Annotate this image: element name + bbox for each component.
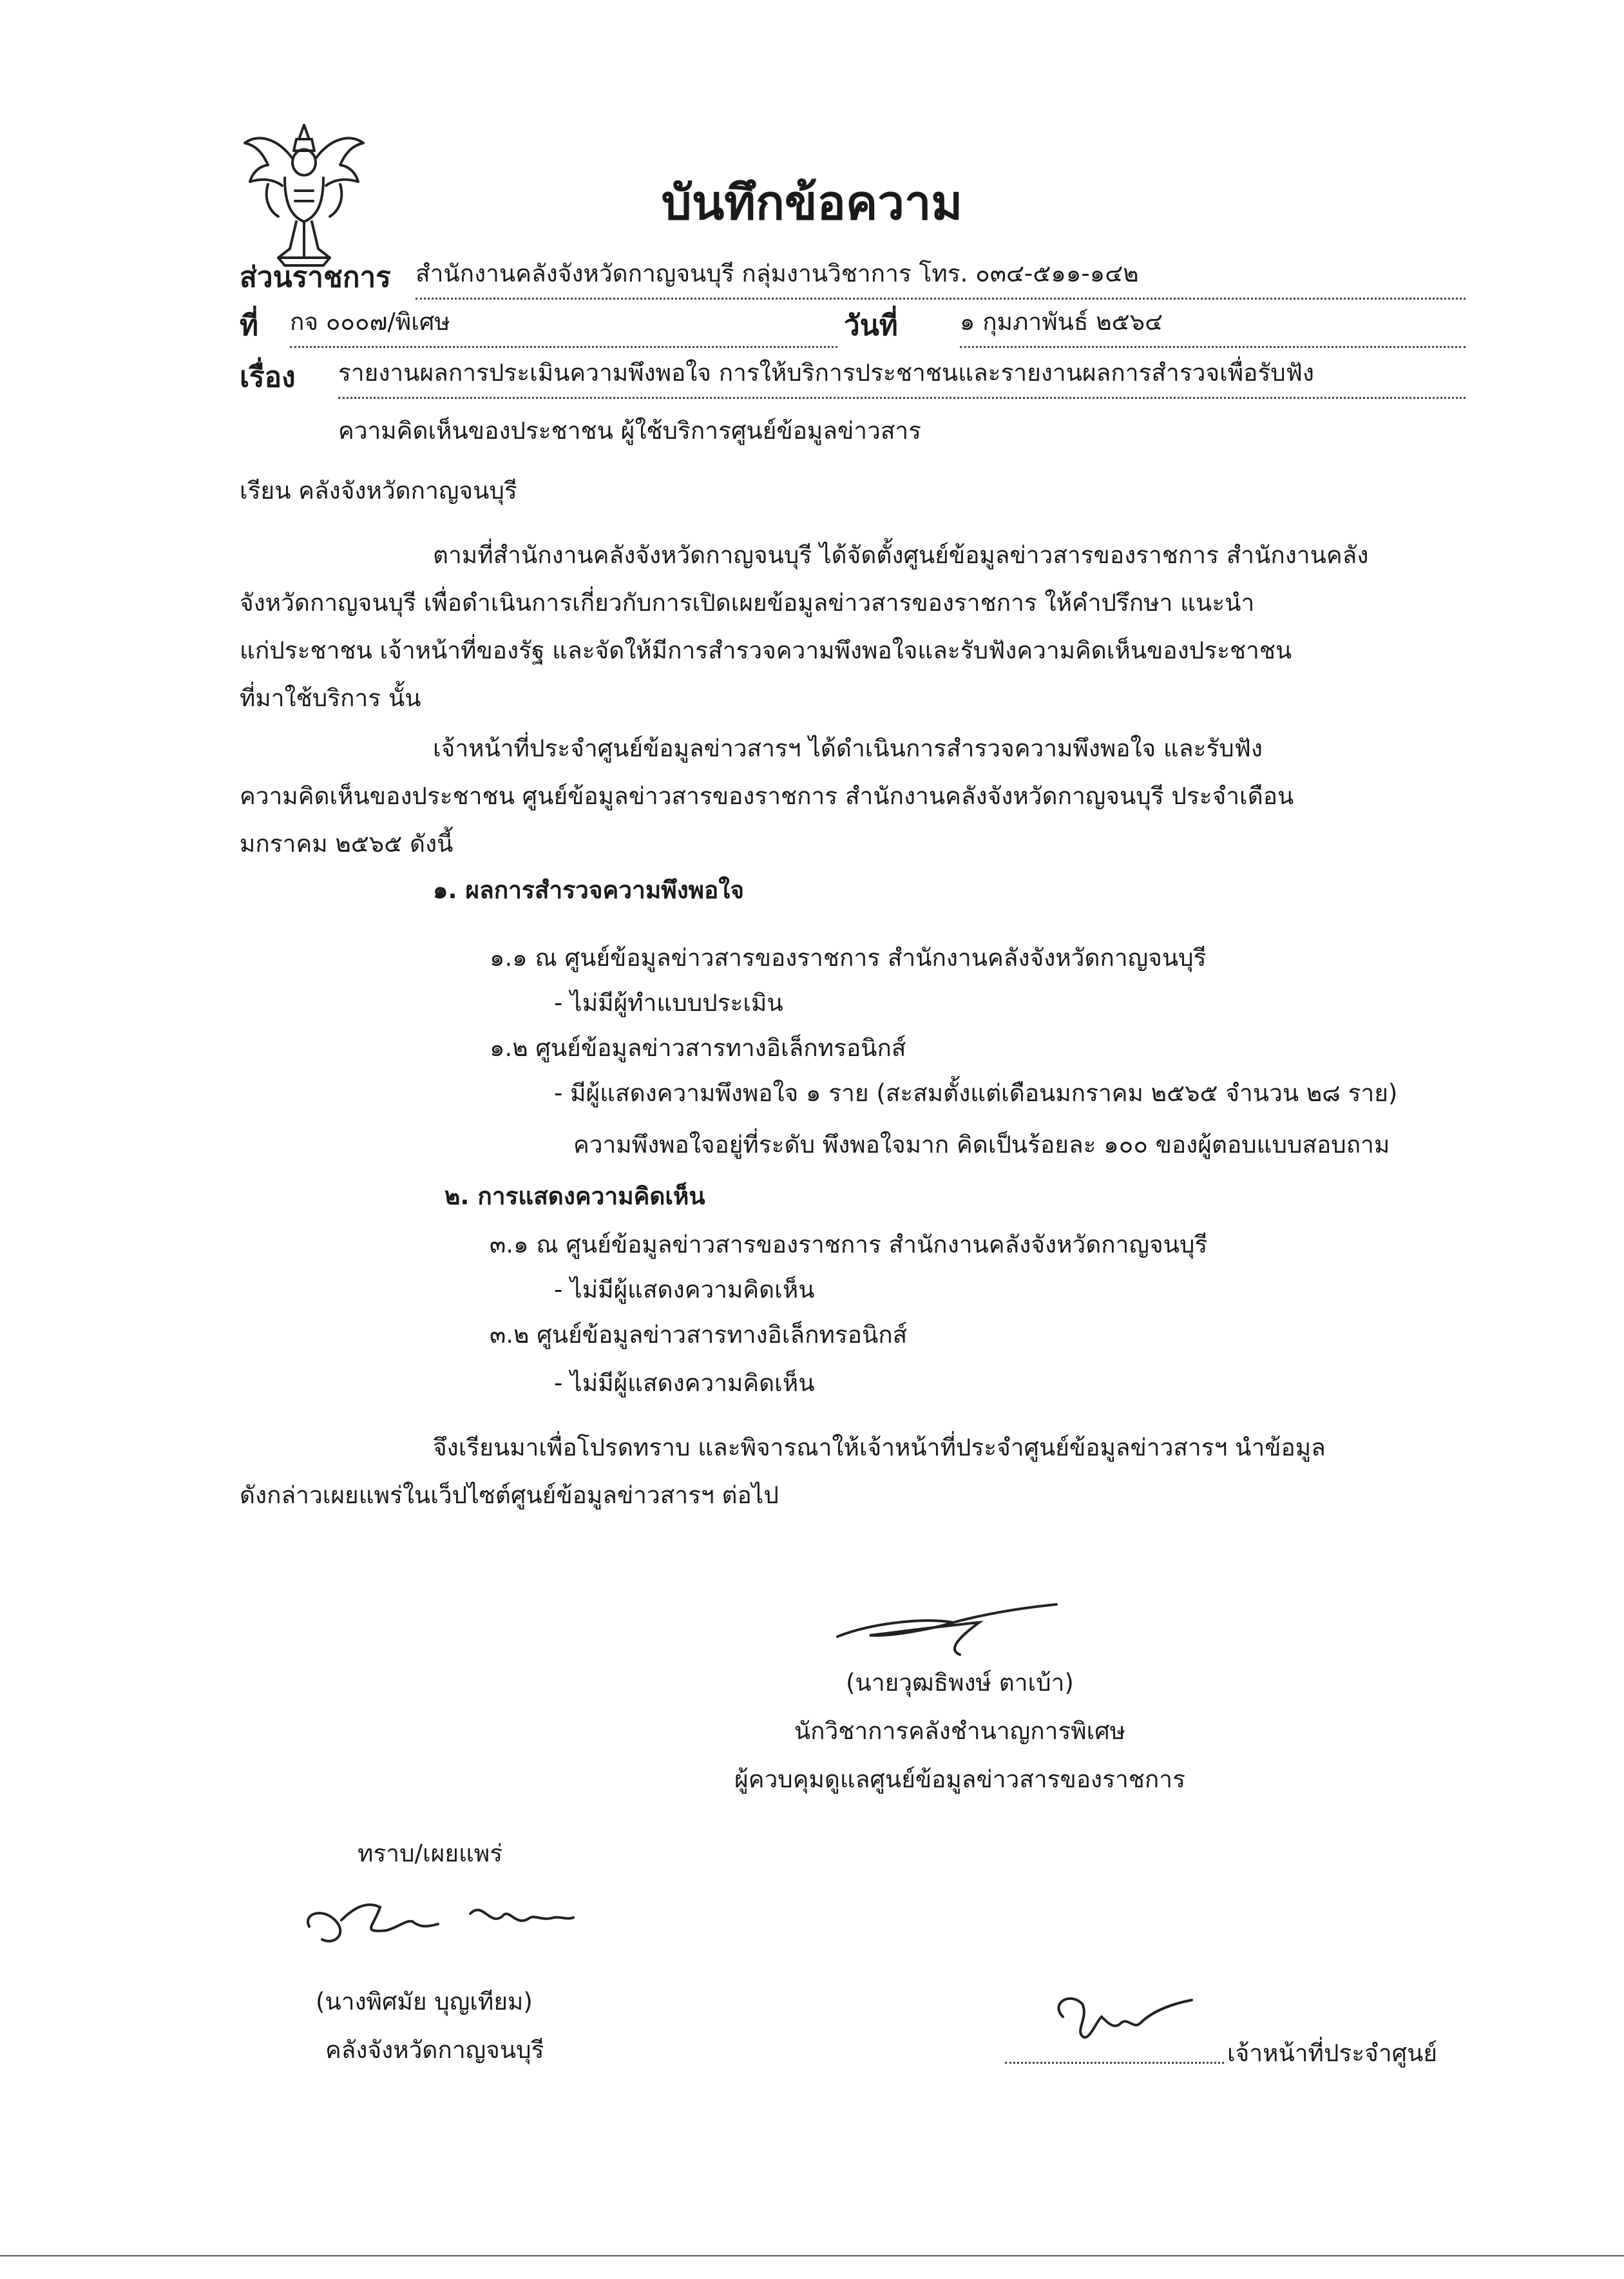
acknowledge-name: (นางพิศมัย บุญเทียม) xyxy=(316,1988,533,2015)
paragraph-line: ตามที่สำนักงานคลังจังหวัดกาญจนบุรี ได้จัดตั้งศูนย์ข้อมูลข่าวสารของราชการ สำนักงานคลัง xyxy=(433,541,1369,569)
paragraph-intro xyxy=(240,532,1464,722)
handwritten-signature xyxy=(831,1585,1063,1656)
paragraph-survey xyxy=(240,725,1464,868)
section-2-item-2: ๓.๒ ศูนย์ข้อมูลข่าวสารทางอิเล็กทรอนิกส์ xyxy=(490,1321,908,1349)
section-1-item-2: ๑.๒ ศูนย์ข้อมูลข่าวสารทางอิเล็กทรอนิกส์ xyxy=(490,1034,906,1062)
paragraph-closing xyxy=(240,1424,1451,1519)
ref-value: กจ ๐๐๐๗/พิเศษ xyxy=(290,298,837,348)
officer-label: เจ้าหน้าที่ประจำศูนย์ xyxy=(1227,2039,1438,2067)
paragraph-line: แก่ประชาชน เจ้าหน้าที่ของรัฐ และจัดให้มีการสำรวจความพึงพอใจและรับฟังความคิดเห็นของประชาชน xyxy=(240,637,1292,664)
section-2-item-2-detail: - ไม่มีผู้แสดงความคิดเห็น xyxy=(554,1369,815,1397)
date-label: วันที่ xyxy=(844,309,898,342)
acknowledge-position: คลังจังหวัดกาญจนบุรี xyxy=(325,2036,544,2064)
signer-position: นักวิชาการคลังชำนาญการพิเศษ xyxy=(794,1717,1126,1745)
memo-title: บันทึกข้อความ xyxy=(661,175,963,231)
paragraph-line: ที่มาใช้บริการ นั้น xyxy=(240,684,421,712)
subject-line-2: ความคิดเห็นของประชาชน ผู้ใช้บริการศูนย์ข้อมูลข่าวสาร xyxy=(338,417,922,445)
section-2-heading: ๒. การแสดงความคิดเห็น xyxy=(444,1182,705,1210)
salutation: เรียน คลังจังหวัดกาญจนบุรี xyxy=(240,477,517,505)
officer-signature xyxy=(1044,1985,1198,2055)
section-2-item-1: ๓.๑ ณ ศูนย์ข้อมูลข่าวสารของราชการ สำนักงานคลังจังหวัดกาญจนบุรี xyxy=(490,1231,1208,1258)
paragraph-line: จังหวัดกาญจนบุรี เพื่อดำเนินการเกี่ยวกับการเปิดเผยข้อมูลข่าวสารของราชการ ให้คำปรึกษา แนะนำ xyxy=(240,589,1255,617)
acknowledge-note: ทราบ/เผยแพร่ xyxy=(358,1840,503,1867)
dept-value: สำนักงานคลังจังหวัดกาญจนบุรี กลุ่มงานวิชาการ โทร. ๐๓๔-๕๑๑-๑๔๒ xyxy=(416,250,1466,300)
section-1-item-2-detail-2: ความพึงพอใจอยู่ที่ระดับ พึงพอใจมาก คิดเป็นร้อยละ ๑๐๐ ของผู้ตอบแบบสอบถาม xyxy=(573,1131,1390,1159)
section-1-item-1-detail: - ไม่มีผู้ทำแบบประเมิน xyxy=(554,989,783,1017)
paragraph-line: จึงเรียนมาเพื่อโปรดทราบ และพิจารณาให้เจ้าหน้าที่ประจำศูนย์ข้อมูลข่าวสารฯ นำข้อมูล xyxy=(433,1434,1326,1461)
signer-name: (นายวุฒธิพงษ์ ตาเบ้า) xyxy=(846,1669,1074,1697)
subject-label: เรื่อง xyxy=(240,361,296,394)
page-bottom-edge xyxy=(0,2255,1624,2256)
section-1-item-2-detail-1: - มีผู้แสดงความพึงพอใจ ๑ ราย (สะสมตั้งแต่เดือนมกราคม ๒๕๖๕ จำนวน ๒๘ ราย) xyxy=(554,1079,1398,1107)
date-value: ๑ กุมภาพันธ์ ๒๕๖๔ xyxy=(960,298,1466,348)
dept-label: ส่วนราชการ xyxy=(240,261,391,294)
signer-role: ผู้ควบคุมดูแลศูนย์ข้อมูลข่าวสารของราชการ xyxy=(734,1765,1185,1793)
section-1-heading: ๑. ผลการสำรวจความพึงพอใจ xyxy=(433,876,745,904)
officer-signature-line xyxy=(1005,2062,1224,2064)
paragraph-line: ดังกล่าวเผยแพร่ในเว็ปไซต์ศูนย์ข้อมูลข่าวสารฯ ต่อไป xyxy=(240,1481,779,1509)
paragraph-line: เจ้าหน้าที่ประจำศูนย์ข้อมูลข่าวสารฯ ได้ดำเนินการสำรวจความพึงพอใจ และรับฟัง xyxy=(433,735,1263,762)
paragraph-line: มกราคม ๒๕๖๕ ดังนี้ xyxy=(240,830,454,858)
section-1-item-1: ๑.๑ ณ ศูนย์ข้อมูลข่าวสารของราชการ สำนักงานคลังจังหวัดกาญจนบุรี xyxy=(490,944,1207,972)
paragraph-line: ความคิดเห็นของประชาชน ศูนย์ข้อมูลข่าวสารของราชการ สำนักงานคลังจังหวัดกาญจนบุรี ประจำเดือน xyxy=(240,782,1294,810)
acknowledge-signature xyxy=(296,1888,580,1959)
section-2-item-1-detail: - ไม่มีผู้แสดงความคิดเห็น xyxy=(554,1276,815,1303)
subject-line-1: รายงานผลการประเมินความพึงพอใจ การให้บริการประชาชนและรายงานผลการสำรวจเพื่อรับฟัง xyxy=(338,349,1466,399)
ref-label: ที่ xyxy=(240,309,259,342)
